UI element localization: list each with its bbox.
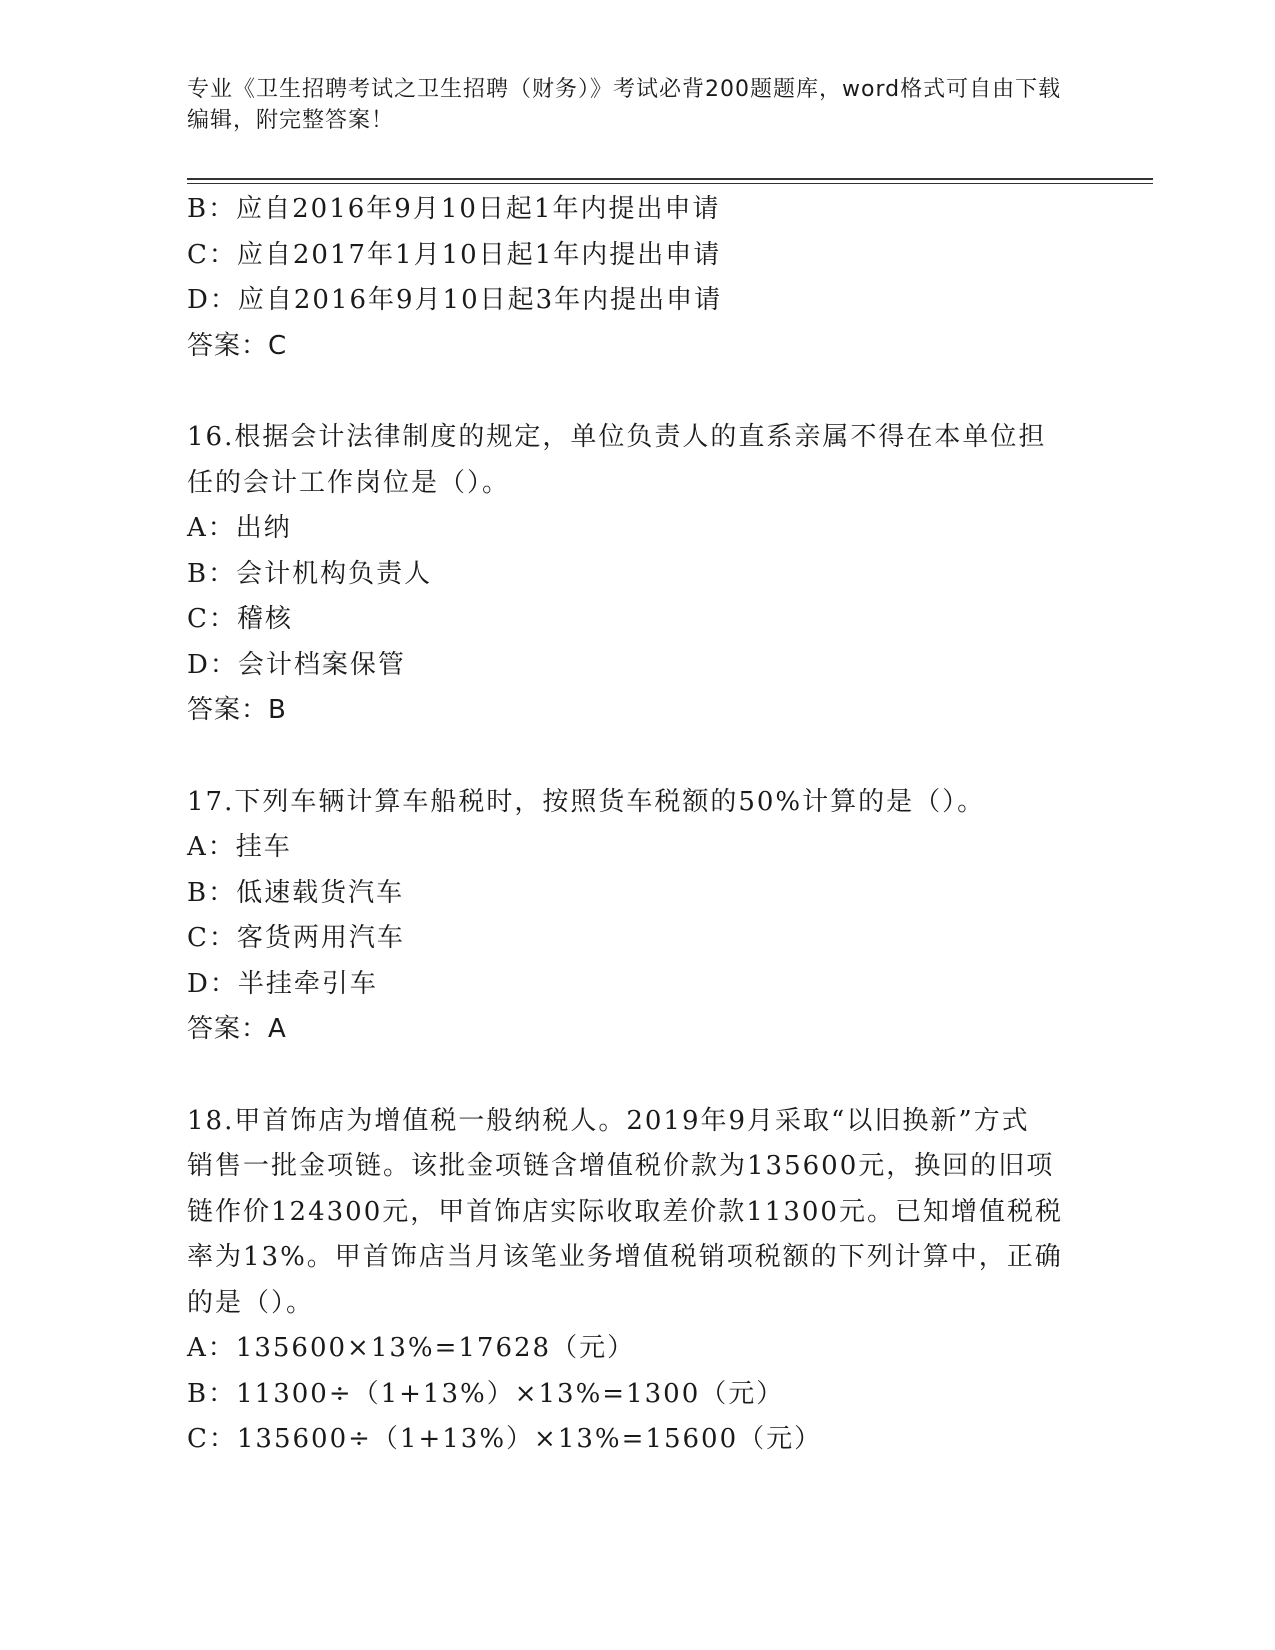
spacer xyxy=(187,369,1087,415)
option-d: D：应自2016年9月10日起3年内提出申请 xyxy=(187,285,723,315)
option-a: A：出纳 xyxy=(187,513,292,543)
question-18-line-5: 的是（）。 xyxy=(187,1287,315,1318)
spacer xyxy=(187,734,1087,780)
spacer xyxy=(187,1053,1087,1099)
option-c: C：客货两用汽车 xyxy=(187,923,405,953)
question-16-line-2: 任的会计工作岗位是（）。 xyxy=(187,467,511,498)
option-c: C：稽核 xyxy=(187,604,293,634)
option-d: D：会计档案保管 xyxy=(187,649,406,680)
option-a: A：挂车 xyxy=(187,832,292,862)
question-18-line-1: 18.甲首饰店为增值税一般纳税人。2019年9月采取“以旧换新”方式 xyxy=(187,1105,1030,1136)
option-b: B：11300÷（1+13%）×13%=1300（元） xyxy=(187,1378,785,1409)
question-content xyxy=(187,187,1087,1463)
question-17-line-1: 17.下列车辆计算车船税时，按照货车税额的50%计算的是（）。 xyxy=(187,786,986,817)
answer: 答案：A xyxy=(187,1014,287,1044)
answer: 答案：C xyxy=(187,330,288,361)
question-18-line-4: 率为13%。甲首饰店当月该笔业务增值税销项税额的下列计算中，正确 xyxy=(187,1242,1063,1272)
document-header: 专业《卫生招聘考试之卫生招聘（财务）》考试必背200题题库，word格式可自由下载编辑，附完整答案！ xyxy=(187,77,1062,133)
question-16-line-1: 16.根据会计法律制度的规定，单位负责人的直系亲属不得在本单位担 xyxy=(187,422,1047,452)
option-d: D：半挂牵引车 xyxy=(187,968,378,999)
question-18-line-3: 链作价124300元，甲首饰店实际收取差价款11300元。已知增值税税 xyxy=(187,1196,1063,1227)
option-a: A：135600×13%=17628（元） xyxy=(187,1333,636,1363)
option-b: B：低速载货汽车 xyxy=(187,877,405,908)
header-rule xyxy=(187,178,1153,180)
option-b: B：会计机构负责人 xyxy=(187,558,433,589)
option-b: B：应自2016年9月10日起1年内提出申请 xyxy=(187,194,721,224)
header-rule-thin xyxy=(187,183,1153,184)
answer: 答案：B xyxy=(187,695,287,725)
question-18-line-2: 销售一批金项链。该批金项链含增值税价款为135600元，换回的旧项 xyxy=(187,1151,1055,1181)
option-c: C：应自2017年1月10日起1年内提出申请 xyxy=(187,239,722,270)
option-c: C：135600÷（1+13%）×13%=15600（元） xyxy=(187,1424,823,1454)
